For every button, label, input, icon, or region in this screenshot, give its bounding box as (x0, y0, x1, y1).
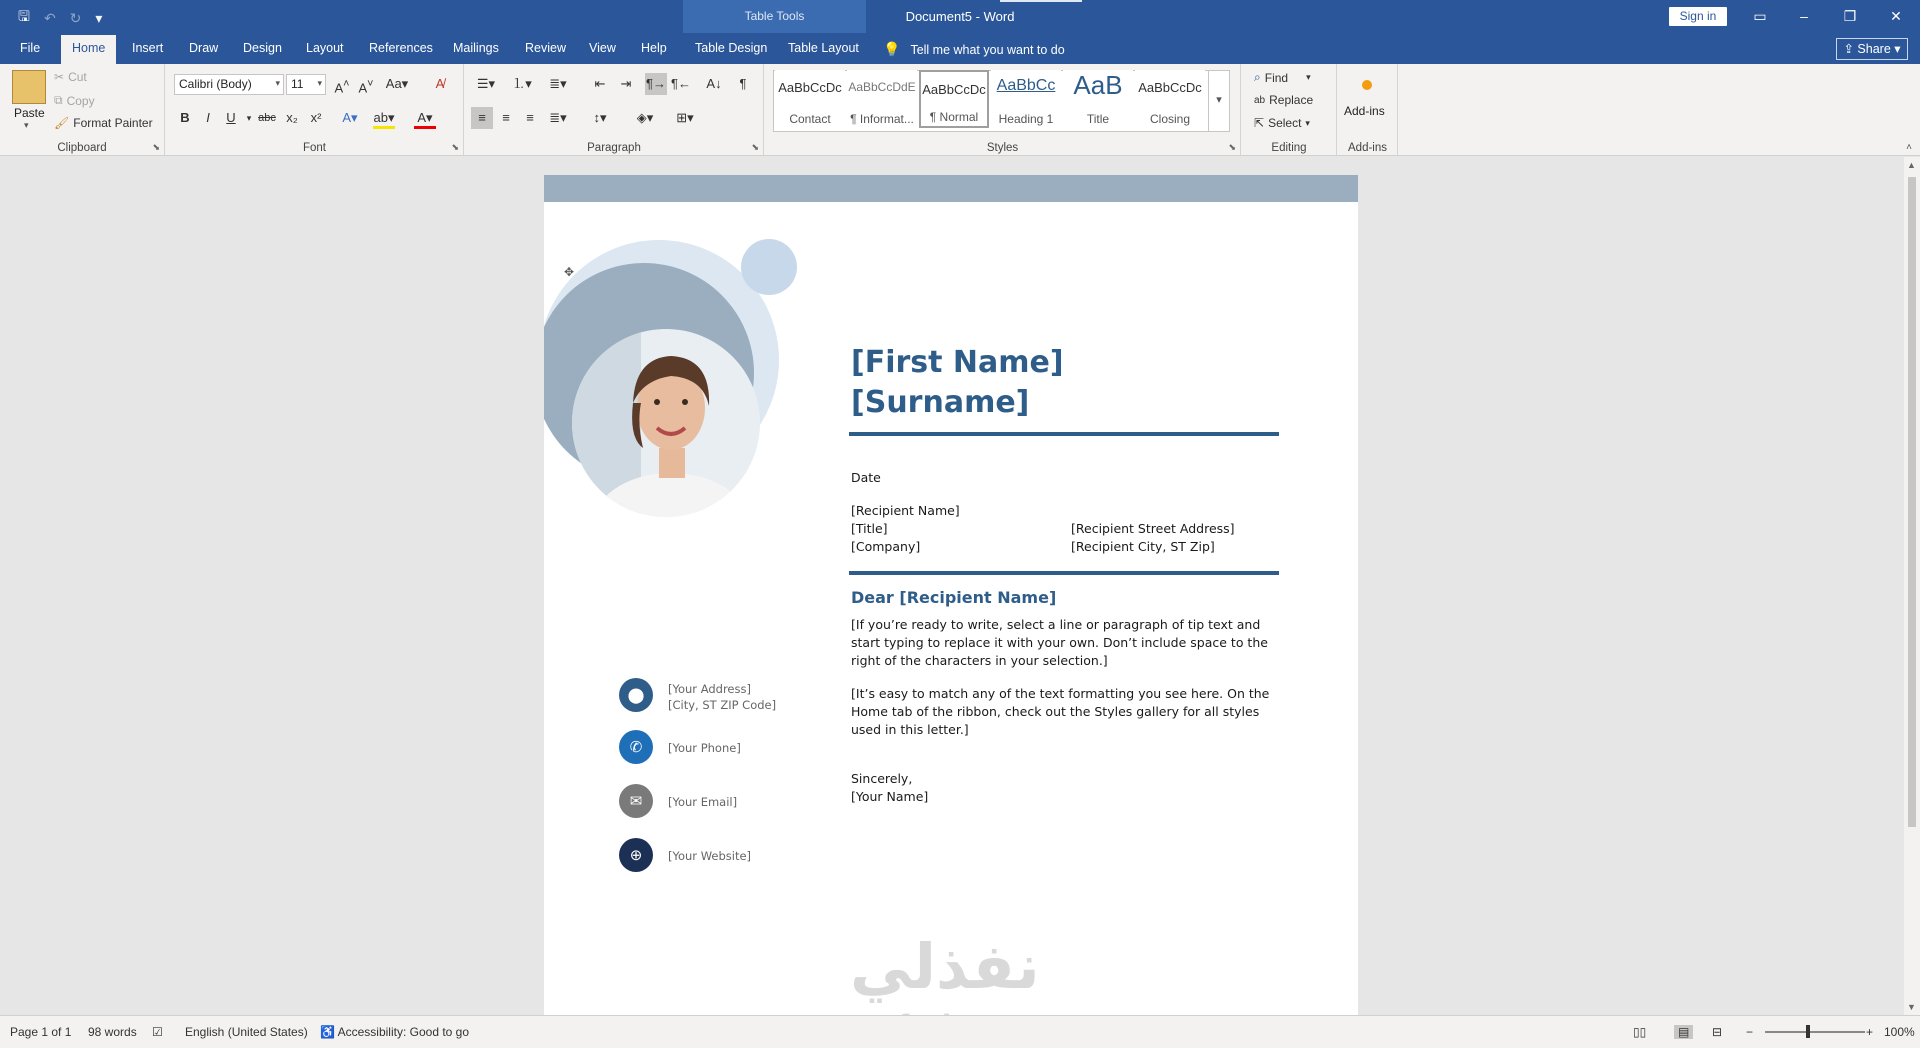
redo-icon[interactable]: ↻ (69, 9, 82, 26)
tab-table-layout[interactable]: Table Layout (788, 41, 859, 55)
chevron-down-icon: ▾ (1306, 72, 1311, 82)
ribbon-display-options-icon[interactable]: ▭ (1753, 8, 1767, 24)
align-right-icon[interactable]: ≡ (526, 110, 534, 125)
scissors-icon: ✂ (54, 70, 65, 84)
share-icon: ⇪ (1843, 42, 1858, 56)
undo-icon[interactable]: ↶ (43, 9, 56, 26)
page-count[interactable]: Page 1 of 1 (10, 1025, 72, 1039)
chevron-down-icon: ▾ (275, 78, 280, 88)
watermark-logo: نفذلي (850, 930, 1040, 1003)
print-layout-icon[interactable]: ▤ (1674, 1025, 1693, 1039)
tab-review[interactable]: Review (525, 41, 566, 55)
replace-button[interactable] (1254, 93, 1313, 107)
addins-group (1338, 64, 1398, 156)
tab-home[interactable]: Home (61, 35, 116, 64)
style-name: Heading 1 (998, 112, 1054, 126)
replace-label: Replace (1269, 93, 1314, 107)
scroll-up-icon[interactable]: ▲ (1907, 160, 1916, 170)
scroll-thumb[interactable] (1908, 177, 1916, 827)
format-painter-label: Format Painter (73, 116, 153, 130)
rtl-icon[interactable]: ¶← (671, 76, 691, 91)
style-sample: AaB (1073, 70, 1123, 100)
quick-access-toolbar (18, 6, 102, 30)
font-color-icon[interactable]: A▾ (414, 107, 436, 129)
paste-dropdown-icon[interactable]: ▾ (24, 120, 29, 130)
clipboard-launcher-icon[interactable]: ⬊ (152, 142, 160, 152)
line-spacing-icon[interactable]: ↕▾ (593, 110, 607, 125)
phone-field[interactable]: [Your Phone] (668, 741, 741, 755)
style-title[interactable] (1063, 70, 1133, 128)
tab-insert[interactable]: Insert (132, 41, 164, 55)
tab-design[interactable]: Design (243, 41, 282, 55)
tab-table-design[interactable]: Table Design (695, 41, 768, 55)
title-indicator-line (1000, 0, 1082, 2)
underline-dropdown-icon[interactable]: ▾ (246, 113, 252, 123)
addins-label: Add-ins (1348, 142, 1387, 154)
format-painter-button[interactable] (54, 116, 153, 130)
find-button[interactable] (1254, 70, 1311, 85)
save-icon[interactable]: 🖫 (18, 8, 30, 24)
font-label: Font (302, 142, 326, 154)
status-bar (0, 1015, 1920, 1048)
web-layout-icon[interactable]: ⊟ (1712, 1025, 1723, 1039)
lightbulb-icon: 💡 (883, 41, 901, 57)
styles-launcher-icon[interactable]: ⬊ (1228, 142, 1236, 152)
cut-label: Cut (68, 70, 87, 84)
closing[interactable]: Sincerely, (851, 771, 913, 786)
justify-icon[interactable]: ≣▾ (549, 110, 567, 125)
website-globe-icon: ⊕ (619, 838, 653, 872)
styles-group (765, 64, 1241, 156)
first-name[interactable]: [First Name] (851, 345, 1064, 380)
tab-view[interactable]: View (589, 41, 616, 55)
recipient-city[interactable]: [Recipient City, ST Zip] (1071, 539, 1215, 554)
highlight-icon[interactable]: ab▾ (373, 107, 395, 129)
recipient-company[interactable]: [Company] (851, 539, 921, 554)
chevron-down-icon: ▾ (1305, 117, 1310, 128)
style-sample: AaBbCcDc (922, 82, 986, 97)
recipient-name[interactable]: [Recipient Name] (851, 503, 960, 518)
zoom-slider[interactable] (1765, 1031, 1865, 1033)
tab-mailings[interactable]: Mailings (453, 41, 499, 55)
style-normal[interactable] (919, 70, 989, 128)
paragraph-launcher-icon[interactable]: ⬊ (751, 142, 759, 152)
find-label: Find (1264, 70, 1289, 85)
recipient-rule (849, 571, 1279, 575)
style-name: ¶ Normal (929, 110, 979, 124)
select-label: Select (1268, 116, 1302, 130)
addins-button[interactable]: Add-ins (1344, 104, 1385, 118)
scroll-down-icon[interactable]: ▼ (1907, 1002, 1916, 1012)
style-sample: AaBbCcDdE (848, 80, 916, 94)
document-page[interactable] (544, 175, 1358, 1015)
recipient-title[interactable]: [Title] (851, 521, 888, 536)
search-icon: ⌕ (1254, 70, 1261, 84)
shrink-font-icon[interactable]: A˅ (358, 78, 374, 96)
read-mode-icon[interactable]: ▯▯ (1633, 1025, 1647, 1039)
editing-label: Editing (1271, 142, 1307, 154)
addins-icon[interactable] (1362, 80, 1372, 90)
vertical-scrollbar[interactable] (1904, 157, 1920, 1015)
grow-font-icon[interactable]: A˄ (334, 78, 350, 96)
style-closing[interactable] (1135, 70, 1205, 128)
surname[interactable]: [Surname] (851, 385, 1030, 420)
tab-layout[interactable]: Layout (306, 41, 344, 55)
address-block[interactable] (668, 681, 776, 713)
phone-icon: ✆ (619, 730, 653, 764)
title-bar (0, 0, 1920, 33)
language[interactable]: English (United States) (185, 1025, 308, 1039)
customize-qat-icon[interactable]: ▾ (95, 9, 103, 26)
location-pin-icon: ⬤ (619, 678, 653, 712)
chevron-down-icon: ▾ (317, 78, 322, 88)
style-sample: AaBbCcDc (778, 80, 842, 95)
style-contact[interactable] (775, 70, 845, 128)
copy-label: Copy (66, 93, 95, 108)
paste-button[interactable]: Paste (14, 106, 45, 120)
font-launcher-icon[interactable]: ⬊ (451, 142, 459, 152)
paragraph-group (465, 64, 764, 156)
body-paragraph-2[interactable]: [It’s easy to match any of the text formatting you see here. On the Home tab of the ribbon, check out the Styles gallery for all styles used in this letter.] (851, 686, 1270, 737)
zoom-slider-thumb[interactable] (1806, 1025, 1810, 1038)
salutation[interactable]: Dear [Recipient Name] (851, 588, 1057, 607)
styles-label: Styles (986, 142, 1019, 154)
decrease-indent-icon[interactable]: ⇤ (594, 76, 606, 91)
date-field[interactable]: Date (851, 470, 881, 485)
paintbrush-icon: 🖌 (54, 116, 70, 130)
collapse-ribbon-icon[interactable]: ˄ (1906, 142, 1912, 153)
sign-in-button[interactable]: Sign in (1669, 7, 1727, 26)
font-group (166, 64, 464, 156)
clipboard-label: Clipboard (57, 142, 107, 154)
superscript-icon[interactable]: x² (310, 110, 322, 125)
restore-icon[interactable]: ❐ (1843, 8, 1857, 24)
font-name-value: Calibri (Body) (179, 77, 252, 91)
underline-icon[interactable]: U (226, 110, 236, 125)
tab-references[interactable]: References (369, 41, 433, 55)
clear-formatting-icon[interactable]: A̸ (435, 76, 445, 91)
style-name: Contact (789, 112, 831, 126)
ltr-icon[interactable]: ¶→ (645, 73, 667, 95)
increase-indent-icon[interactable]: ⇥ (620, 76, 632, 91)
tell-me-text: Tell me what you want to do (910, 43, 1065, 57)
font-name-combo[interactable] (174, 74, 284, 95)
share-label: Share (1857, 42, 1891, 56)
style-heading-1[interactable] (991, 70, 1061, 128)
zoom-out-icon[interactable]: − (1746, 1025, 1754, 1039)
bubble-circle (741, 239, 797, 295)
share-button[interactable]: ⇪ Share ▾ (1836, 38, 1908, 60)
editing-group (1242, 64, 1337, 156)
your-name[interactable]: [Your Name] (851, 789, 929, 804)
ribbon (0, 64, 1920, 156)
numbering-icon[interactable]: ⒈▾ (512, 76, 532, 91)
align-left-icon[interactable]: ≡ (471, 107, 493, 129)
style-name: Title (1086, 112, 1110, 126)
zoom-level[interactable]: 100% (1884, 1025, 1915, 1039)
recipient-street[interactable]: [Recipient Street Address] (1071, 521, 1235, 536)
zoom-in-icon[interactable]: + (1866, 1025, 1874, 1039)
bold-icon[interactable]: B (180, 110, 190, 125)
proofing-icon[interactable]: ☑ (152, 1025, 163, 1039)
style-sample: AaBbCc (996, 77, 1056, 94)
shading-icon[interactable]: ◈▾ (636, 110, 654, 125)
borders-icon[interactable]: ⊞▾ (676, 110, 694, 125)
word-count[interactable]: 98 words (88, 1025, 137, 1039)
accessibility-icon: ♿ (320, 1025, 338, 1039)
paragraph-label: Paragraph (587, 142, 641, 154)
change-case-icon[interactable]: Aa▾ (385, 76, 409, 91)
clipboard-group (0, 64, 165, 156)
ribbon-tab-bar (0, 33, 1920, 64)
accessibility-status[interactable] (320, 1025, 469, 1039)
address-line-1: [Your Address] (668, 682, 751, 696)
style-information[interactable] (847, 70, 917, 128)
document-title: Document5 - Word (905, 9, 1015, 24)
cut-button[interactable] (54, 70, 87, 84)
select-button[interactable] (1254, 116, 1310, 130)
style-name: Closing (1149, 112, 1191, 126)
style-name: ¶ Informat... (850, 112, 914, 126)
copy-icon: ⧉ (54, 93, 63, 107)
text-effects-icon[interactable]: A▾ (342, 110, 358, 125)
minimize-icon[interactable]: – (1800, 8, 1808, 24)
font-size-value: 11 (291, 77, 304, 91)
tab-help[interactable]: Help (641, 41, 667, 55)
replace-icon: ab (1254, 94, 1266, 106)
copy-button[interactable] (54, 93, 95, 108)
align-center-icon[interactable]: ≡ (502, 110, 510, 125)
paste-icon[interactable] (12, 70, 46, 104)
accessibility-label: Accessibility: Good to go (337, 1025, 470, 1039)
italic-icon[interactable]: I (206, 110, 210, 125)
close-icon[interactable]: ✕ (1890, 8, 1902, 24)
tell-me-search[interactable] (883, 41, 1065, 58)
styles-more-icon[interactable]: ▾ (1208, 70, 1230, 132)
header-band (544, 175, 1358, 202)
body-paragraph-1[interactable]: [If you’re ready to write, select a line or paragraph of tip text and start typing to replace it with your own. Don’t include space to the right of the characters in your selection.] (851, 617, 1268, 668)
email-icon: ✉ (619, 784, 653, 818)
website-field[interactable]: [Your Website] (668, 849, 752, 863)
table-tools-label: Table Tools (744, 9, 805, 23)
header-rule (849, 432, 1279, 436)
address-line-2: [City, ST ZIP Code] (668, 698, 777, 712)
style-sample: AaBbCcDc (1138, 80, 1202, 95)
font-size-combo[interactable] (286, 74, 326, 95)
subscript-icon[interactable]: x₂ (286, 110, 298, 125)
cursor-icon: ⇱ (1254, 116, 1265, 130)
tab-draw[interactable]: Draw (189, 41, 219, 55)
strikethrough-icon[interactable]: abc (258, 112, 276, 124)
show-marks-icon[interactable]: ¶ (739, 76, 747, 91)
multilevel-list-icon[interactable]: ≣▾ (549, 76, 567, 91)
email-field[interactable]: [Your Email] (668, 795, 738, 809)
table-move-handle-icon[interactable]: ✥ (564, 265, 575, 279)
tab-file[interactable]: File (20, 41, 41, 55)
sort-icon[interactable]: A↓ (706, 76, 722, 91)
bullets-icon[interactable]: ☰▾ (476, 76, 496, 91)
profile-photo (571, 328, 761, 518)
